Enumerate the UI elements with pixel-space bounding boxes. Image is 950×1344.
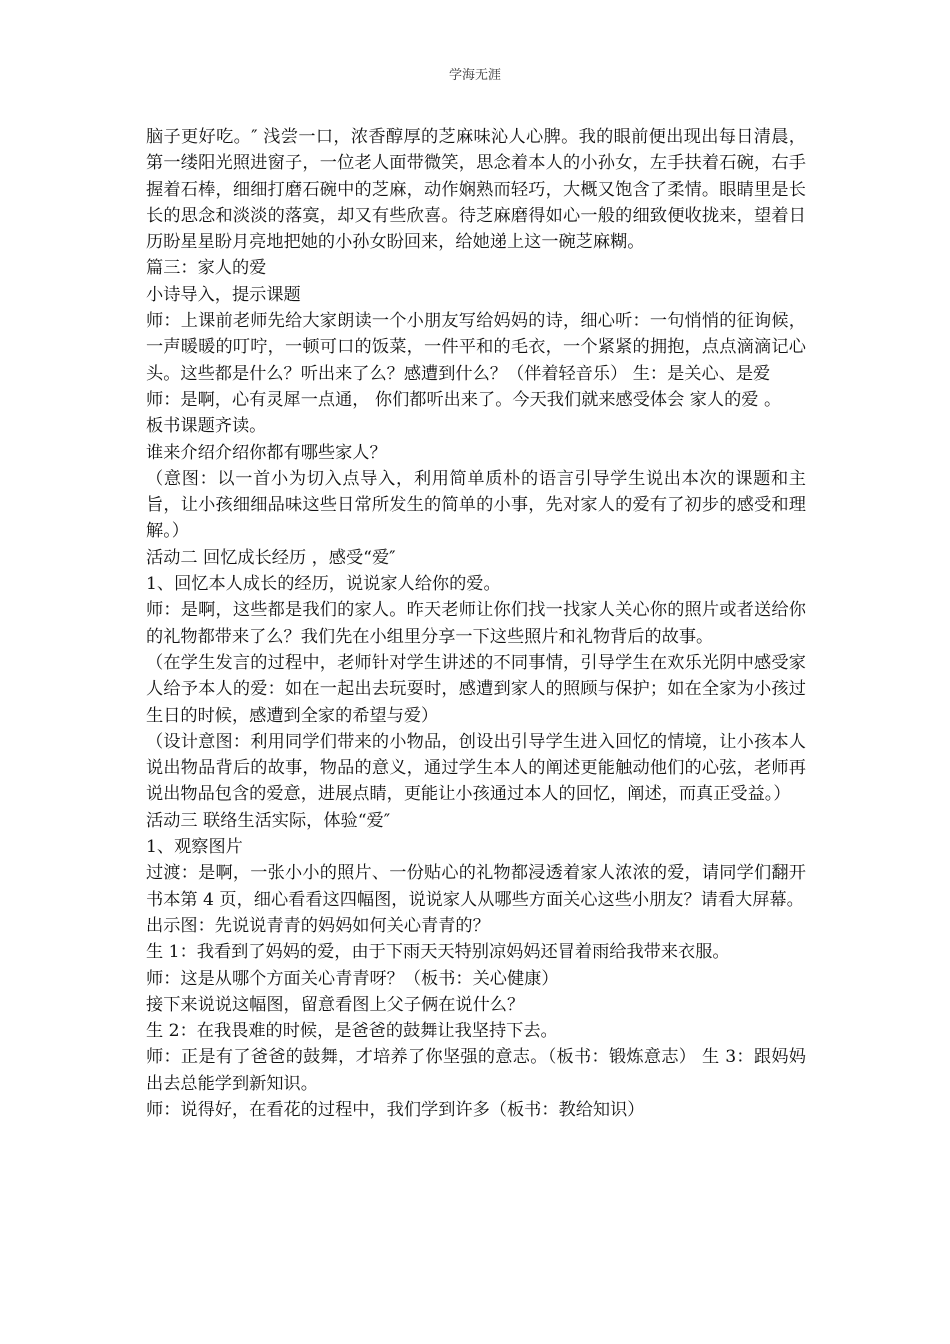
activity-three-heading: 活动三 联络生活实际，体验“爱″ [146, 810, 391, 831]
paragraph-next-picture: 接下来说说这幅图，留意看图上父子俩在说什么？ [146, 994, 525, 1015]
document-body [146, 124, 806, 1123]
paragraph-intent: （意图：以一首小为切入点导入，利用简单质朴的语言引导学生说出本次的课题和主旨，让小孩细细品味这些日常所发生的简单的小事，先对家人的爱有了初步的感受和理解。） [146, 468, 806, 542]
paragraph-transition: 过渡：是啊，一张小小的照片、一份贴心的礼物都浸透着家人浓浓的爱，请同学们翻开书本第 4 页，细心看看这四幅图，说说家人从哪些方面关心这些小朋友？请看大屏幕。 [146, 863, 806, 910]
activity-three-step-1: 1、观察图片 [146, 837, 243, 858]
paragraph-student-1: 生 1：我看到了妈妈的爱，由于下雨天天特别凉妈妈还冒着雨给我带来衣服。 [146, 942, 730, 963]
paragraph-board-title: 板书课题齐读。 [146, 416, 267, 437]
page-header: 学海无涯 [448, 68, 501, 83]
paragraph-student-speech: （在学生发言的过程中，老师针对学生讲述的不同事情，引导学生在欢乐光阴中感受家人给予本人的爱：如在一起出去玩耍时，感遭到家人的照顾与保护；如在全家为小孩过生日的时候，感遭到全家的希望与爱） [146, 652, 806, 726]
paragraph-continuation: 脑子更好吃。″ 浅尝一口，浓香醇厚的芝麻味沁人心脾。我的眼前便出现出每日清晨，第一缕阳光照进窗子，一位老人面带微笑，思念着本人的小孙女，左手扶着石碗，右手握着石棒，细细打磨石碗中的芝麻，动作娴熟而轻巧，大概又饱含了柔情。眼睛里是长长的思念和淡淡的落寞，却又有些欣喜。待芝麻磨得如心一般的细致便收拢来，望着日历盼星星盼月亮地把她的小孙女盼回来，给她递上这一碗芝麻糊。 [146, 127, 806, 253]
paragraph-student-2: 生 2：在我畏难的时候，是爸爸的鼓舞让我坚持下去。 [146, 1021, 558, 1042]
subheading-intro: 小诗导入，提示课题 [146, 284, 301, 305]
paragraph-teacher-will: 师：正是有了爸爸的鼓舞，才培养了你坚强的意志。（板书：锻炼意志） 生 3：跟妈妈出去总能学到新知识。 [146, 1047, 806, 1094]
paragraph-question-family: 谁来介绍介绍你都有哪些家人？ [146, 442, 387, 463]
paragraph-design-intent: （设计意图：利用同学们带来的小物品，创设出引导学生进入回忆的情境，让小孩本人说出物品背后的故事，物品的意义，通过学生本人的阐述更能触动他们的心弦，老师再说出物品包含的爱意，进展点睛，更能让小孩通过本人的回忆，阐述，而真正受益。） [146, 731, 806, 805]
paragraph-teacher-poem: 师：上课前老师先给大家朗读一个小朋友写给妈妈的诗，细心听：一句悄悄的征询候，一声暖暖的叮咛，一顿可口的饭菜，一件平和的毛衣，一个紧紧的拥抱，点点滴滴记心头。这些都是什么？听出来了么？感遭到什么？（伴着轻音乐） 生：是关心、是爱 [146, 311, 806, 384]
paragraph-teacher-health: 师：这是从哪个方面关心青青呀？（板书：关心健康） [146, 968, 559, 989]
paragraph-teacher-photos: 师：是啊，这些都是我们的家人。昨天老师让你们找一找家人关心你的照片或者送给你的礼物都带来了么？我们先在小组里分享一下这些照片和礼物背后的故事。 [146, 600, 806, 647]
paragraph-teacher-topic: 师：是啊，心有灵犀一点通， 你们都听出来了。今天我们就来感受体会 家人的爱 。 [146, 389, 782, 410]
section-title: 篇三：家人的爱 [146, 258, 267, 279]
activity-two-step-1: 1、回忆本人成长的经历，说说家人给你的爱。 [146, 574, 501, 595]
paragraph-teacher-knowledge: 师：说得好，在看花的过程中，我们学到许多（板书：教给知识） [146, 1099, 645, 1120]
activity-two-heading: 活动二 回忆成长经历 ，感受“爱″ [146, 547, 396, 568]
paragraph-show-picture: 出示图：先说说青青的妈妈如何关心青青的？ [146, 915, 490, 936]
